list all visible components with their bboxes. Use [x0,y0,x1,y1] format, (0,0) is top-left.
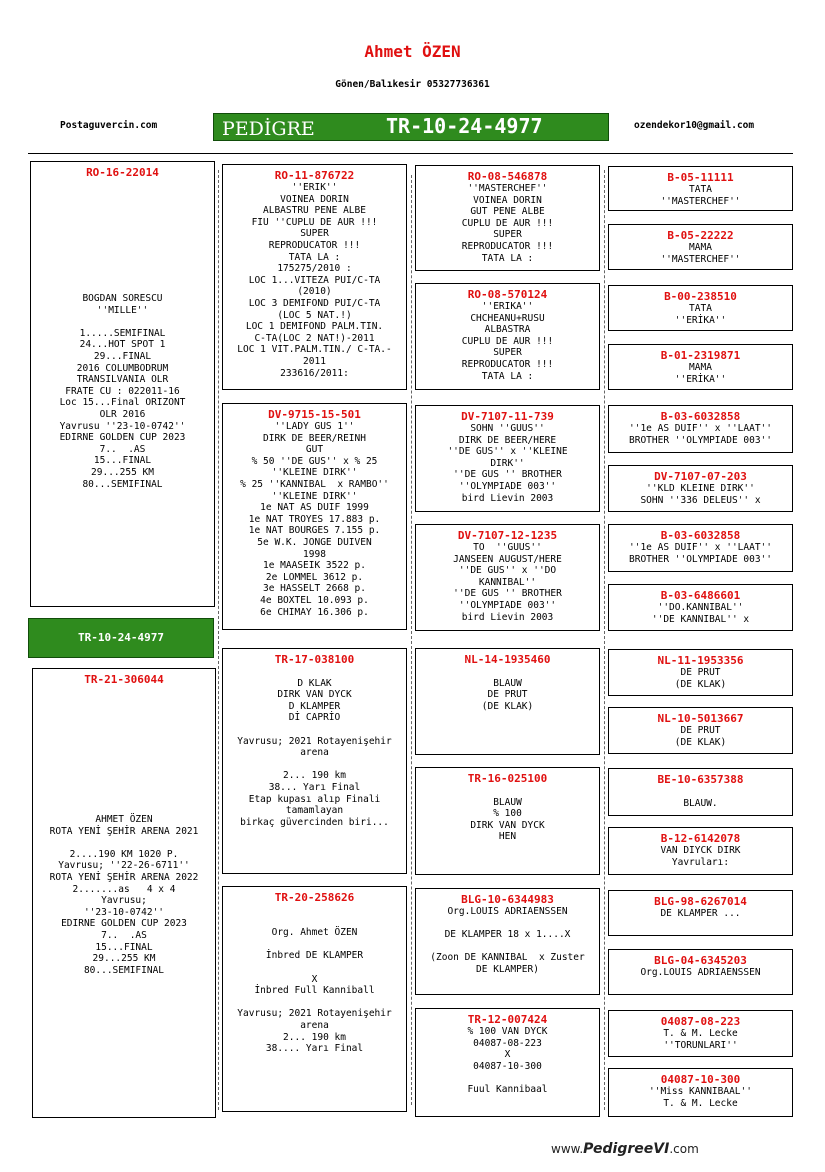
gen3-box[interactable] [415,767,600,875]
ring-number: DV-7107-07-203 [654,470,747,483]
pigeon-info: BLAUW % 100 DIRK VAN DYCK HEN [470,796,545,843]
ring-number: RO-08-546878 [467,170,548,183]
gen4-box[interactable] [608,649,793,696]
gen4-box[interactable] [608,344,793,390]
gen4-box[interactable] [608,707,793,754]
pigeon-info: ''KLD KLEINE DIRK'' SOHN ''336 DELEUS'' x [640,483,761,506]
gen3-box[interactable] [415,648,600,755]
breeder-address: Gönen/Balıkesir 05327736361 [335,79,490,90]
pigeon-info: TATA ''MASTERCHEF'' [660,184,741,207]
pedigree-banner [213,113,609,141]
pigeon-info: BOGDAN SORESCU ''MILLE'' 1.....SEMIFINAL 24...HOT SPOT 1 29...FINAL 2016 COLUMBODRUM TRANSILVANIA OLR FRATE CU : 022011-16 Loc 15...Final ORIZONT OLR 2016 Yavrusu ''23-10-0742'' EDIRNE GOLDEN CUP 2023 7.. .AS 15...FINAL 29...255 KM 80...SEMIFINAL [59,293,186,490]
ring-number: NL-11-1953356 [657,654,744,667]
ring-number: BE-10-6357388 [657,773,744,786]
gen4-box[interactable] [608,285,793,331]
pigeon-info: AHMET ÖZEN ROTA YENİ ŞEHİR ARENA 2021 2....190 KM 1020 P. Yavrusu; ''22-26-6711'' ROTA YENİ ŞEHİR ARENA 2022 2.......as 4 x 4 Yavrusu; ''23-10-0742'' EDIRNE GOLDEN CUP 2023 7.. .AS 15...FINAL 29...255 KM 80...SEMIFINAL [49,814,199,976]
pigeon-info: ''DO.KANNIBAL'' ''DE KANNIBAL'' x [651,602,750,625]
gen2-box[interactable] [222,648,407,874]
breeder-name: Ahmet ÖZEN [364,42,461,61]
pigeon-info: MAMA ''ERİKA'' [674,362,727,385]
ring-number: DV-7107-12-1235 [457,529,558,542]
gen4-box[interactable] [608,949,793,995]
gen4-box[interactable] [608,224,793,270]
pedigree-ring-number: TR-10-24-4977 [386,114,543,138]
pigeon-info: ''ERIK'' VOINEA DORIN ALBASTRU PENE ALBE FIU ''CUPLU DE AUR !!! SUPER REPRODUCATOR !!! TATA LA : 175275/2010 : LOC 1...VITEZA PUI/C-TA (2010) LOC 3 DEMIFOND PUI/C-TA (LOC 5 NAT.!) LOC 1 DEMIFOND PALM.TIN. C-TA(LOC 2 NAT!)-2011 LOC 1 VIT.PALM.TIN./ C-TA.- 2011 233616/2011: [237,182,392,379]
logo-prefix: www. [551,1142,584,1156]
ring-number: DV-9715-15-501 [268,408,361,421]
ring-number: B-03-6486601 [660,589,741,602]
gen4-box[interactable] [608,768,793,816]
ring-number: B-03-6032858 [660,410,741,423]
ring-number: B-03-6032858 [660,529,741,542]
pigeon-info: Org.LOUIS ADRIAENSSEN DE KLAMPER 18 x 1....X (Zoon DE KANNIBAL x Zuster DE KLAMPER) [430,906,585,975]
ring-number: TR-17-038100 [274,653,355,666]
ring-number: B-12-6142078 [660,832,741,845]
ring-number: TR-21-306044 [84,673,164,686]
pigeon-info: ''ERIKA'' CHCHEANU+RUSU ALBASTRA CUPLU DE AUR !!! SUPER REPRODUCATOR !!! TATA LA : [461,301,554,382]
pigeon-info: ''Miss KANNIBAAL'' T. & M. Lecke [649,1086,752,1109]
ring-number: 04087-10-300 [660,1073,741,1086]
pigeon-info: DE PRUT (DE KLAK) [674,725,727,748]
gen4-box[interactable] [608,890,793,936]
website-label: Postaguvercin.com [60,120,158,131]
pigeon-info: TO ''GUUS'' JANSEEN AUGUST/HERE ''DE GUS'' x ''DO KANNIBAL'' ''DE GUS '' BROTHER ''OLYMPIADE 003'' bird Lievin 2003 [453,542,562,623]
gen2-box[interactable] [222,886,407,1112]
gen4-box[interactable] [608,1010,793,1057]
pigeon-info: TATA ''ERİKA'' [674,303,727,326]
sire-box[interactable] [30,161,215,607]
gen3-box[interactable] [415,1008,600,1117]
gen3-box[interactable] [415,405,600,512]
ring-number: DV-7107-11-739 [461,410,554,423]
ring-number: BLG-10-6344983 [461,893,554,906]
pigeon-info: BLAUW DE PRUT (DE KLAK) [481,677,534,712]
connector-gen1 [218,170,219,1110]
top-rule [28,153,793,154]
logo-suffix: .com [669,1142,699,1156]
gen4-box[interactable] [608,405,793,453]
ring-number: B-05-11111 [667,171,734,184]
gen3-box[interactable] [415,283,600,390]
pigeon-info: ''MASTERCHEF'' VOINEA DORIN GUT PENE ALBE CUPLU DE AUR !!! SUPER REPRODUCATOR !!! TATA LA : [461,183,554,264]
gen3-box[interactable] [415,888,600,995]
subject-ring-box[interactable]: TR-10-24-4977 [28,618,214,658]
ring-number: B-01-2319871 [660,349,741,362]
pigeon-info: ''LADY GUS 1'' DIRK DE BEER/REINH GUT % 50 ''DE GUS'' x % 25 ''KLEINE DIRK'' % 25 ''KANNIBAL x RAMBO'' ''KLEINE DIRK'' 1e NAT AS DUIF 1999 1e NAT TROYES 17.883 p. 1e NAT BOURGES 7.155 p. 5e W.K. JONGE DUIVEN 1998 1e MAASEIK 3522 p. 2e LOMMEL 3612 p. 3e HASSELT 2668 p. 4e BOXTEL 10.093 p. 6e CHIMAY 16.306 p. [240,421,389,618]
ring-number: NL-14-1935460 [464,653,551,666]
ring-number: RO-08-570124 [467,288,548,301]
gen2-box[interactable] [222,164,407,390]
gen4-box[interactable] [608,166,793,211]
gen4-box[interactable] [608,524,793,572]
ring-number: TR-16-025100 [467,772,548,785]
pigeon-info: % 100 VAN DYCK 04087-08-223 X 04087-10-300 Fuul Kannibaal [467,1026,548,1095]
connector-gen2 [411,175,412,1105]
gen3-box[interactable] [415,165,600,271]
pedigreevi-logo[interactable] [551,1141,699,1157]
gen3-box[interactable] [415,524,600,631]
connector-gen3 [604,170,605,1110]
pigeon-info: DE PRUT (DE KLAK) [674,667,727,690]
pigeon-info: ''1e AS DUIF'' x ''LAAT'' BROTHER ''OLYMPIADE 003'' [629,542,772,565]
gen4-box[interactable] [608,584,793,631]
pigeon-info: D KLAK DIRK VAN DYCK D KLAMPER Dİ CAPRİO Yavrusu; 2021 Rotayenişehir arena 2... 190 km 38... Yarı Final Etap kupası alıp Finali tamamlayan birkaç güvercinden biri... [237,677,392,828]
pigeon-info: T. & M. Lecke ''TORUNLARI'' [663,1028,738,1051]
ring-number: 04087-08-223 [660,1015,741,1028]
pigeon-info: DE KLAMPER ... [660,908,741,919]
ring-number: TR-20-258626 [274,891,355,904]
pedigree-label: PEDİGRE [222,118,315,140]
pigeon-info: BLAUW. [683,797,718,809]
ring-number: BLG-04-6345203 [654,954,747,967]
ring-number: TR-12-007424 [467,1013,548,1026]
logo-brand: PedigreeVI [583,1141,670,1157]
email-label: ozendekor10@gmail.com [634,120,755,131]
gen2-box[interactable] [222,403,407,630]
ring-number: NL-10-5013667 [657,712,744,725]
pigeon-info: VAN DIYCK DIRK Yavruları: [660,845,741,868]
dam-box[interactable] [32,668,216,1118]
pigeon-info: ''1e AS DUIF'' x ''LAAT'' BROTHER ''OLYMPIADE 003'' [629,423,772,446]
gen4-box[interactable] [608,827,793,875]
pigeon-info: SOHN ''GUUS'' DIRK DE BEER/HERE ''DE GUS'' x ''KLEINE DIRK'' ''DE GUS '' BROTHER ''OLYMPIADE 003'' bird Lievin 2003 [447,423,568,504]
ring-number: RO-16-22014 [86,166,159,179]
ring-number: RO-11-876722 [274,169,355,182]
pigeon-info: Org.LOUIS ADRIAENSSEN [640,967,761,978]
ring-number: B-00-238510 [664,290,737,303]
ring-number: B-05-22222 [667,229,734,242]
ring-number: BLG-98-6267014 [654,895,747,908]
gen4-box[interactable] [608,1068,793,1117]
gen4-box[interactable] [608,465,793,512]
pigeon-info: MAMA ''MASTERCHEF'' [660,242,741,265]
pigeon-info: Org. Ahmet ÖZEN İnbred DE KLAMPER X İnbred Full Kanniball Yavrusu; 2021 Rotayenişehir arena 2... 190 km 38.... Yarı Final [237,927,392,1055]
